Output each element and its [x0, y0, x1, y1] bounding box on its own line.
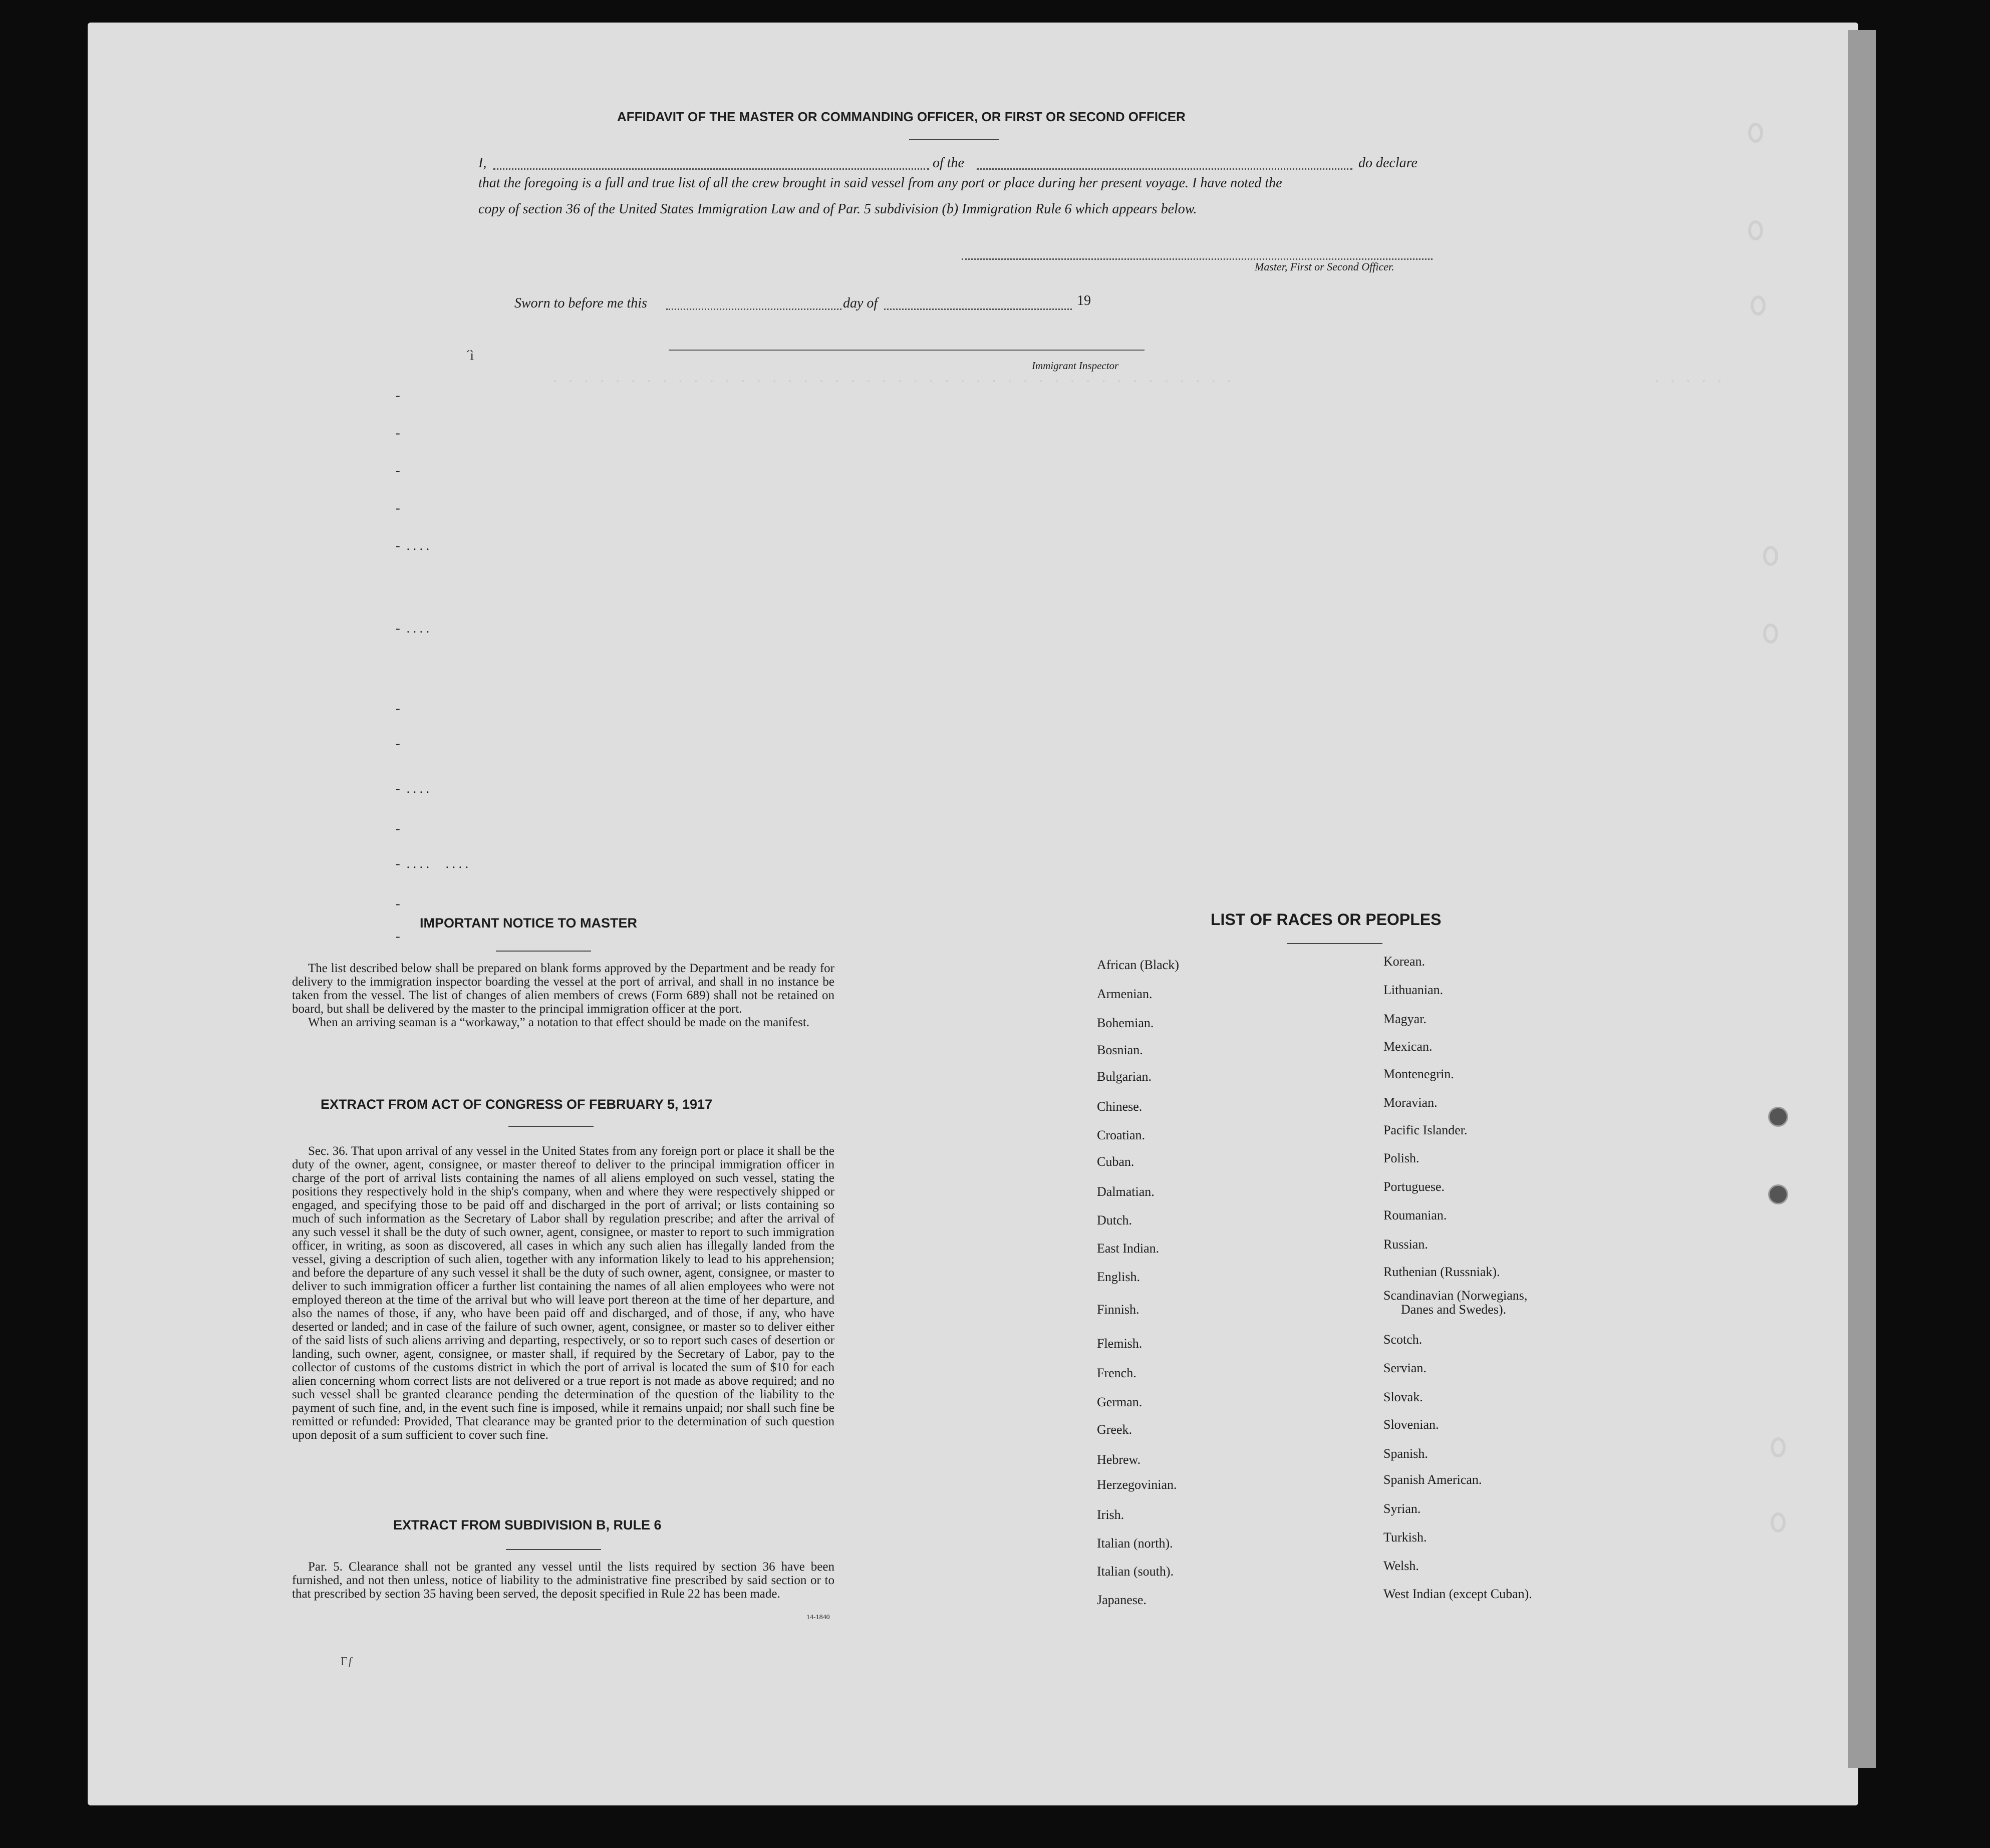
- race-item: Croatian.: [1097, 1128, 1146, 1142]
- race-item: Italian (north).: [1097, 1536, 1173, 1551]
- margin-dash: -: [396, 896, 400, 911]
- rule-extract-title: EXTRACT FROM SUBDIVISION B, RULE 6: [393, 1517, 662, 1532]
- race-item: Pacific Islander.: [1383, 1123, 1468, 1137]
- act-extract-title: EXTRACT FROM ACT OF CONGRESS OF FEBRUARY 5, 1917: [321, 1097, 713, 1112]
- rule-underline: [506, 1549, 601, 1550]
- race-item: Cuban.: [1097, 1154, 1134, 1169]
- binding-hole: [70, 864, 87, 884]
- margin-dash: -: [396, 426, 400, 440]
- race-item: Syrian.: [1383, 1501, 1421, 1516]
- sworn-day-blank[interactable]: [666, 309, 841, 310]
- races-title: LIST OF RACES OR PEOPLES: [1211, 910, 1442, 929]
- affidavit-line1-of-the: of the: [933, 155, 964, 171]
- notice-paragraph-1: The list described below shall be prepared on blank forms approved by the Department and be ready for delivery to the immigration inspector boarding the vessel at the port of arrival, and shall in no instance be taken from the vessel. The list of changes of alien members of crews (Form 689) shall not be retained on board, but shall be delivered by the master to the principal immigration officer at the port.: [292, 962, 834, 1016]
- race-item: Danes and Swedes).: [1401, 1302, 1507, 1317]
- margin-dash: -: [396, 388, 400, 403]
- race-item: Roumanian.: [1383, 1208, 1447, 1222]
- margin-dash: -: [396, 463, 400, 478]
- race-item: West Indian (except Cuban).: [1383, 1587, 1532, 1601]
- margin-mark: ´ì: [466, 348, 474, 363]
- race-item: Slovak.: [1383, 1390, 1423, 1404]
- race-item: Bohemian.: [1097, 1016, 1154, 1030]
- affidavit-line3: copy of section 36 of the United States Immigration Law and of Par. 5 subdivision (b) Immigration Rule 6 which appears below.: [478, 201, 1197, 217]
- title-underline: [909, 139, 999, 140]
- race-item: Turkish.: [1383, 1530, 1427, 1545]
- signature-blank[interactable]: [962, 258, 1433, 260]
- race-item: Bulgarian.: [1097, 1069, 1152, 1084]
- race-item: Armenian.: [1097, 987, 1153, 1001]
- notice-title: IMPORTANT NOTICE TO MASTER: [420, 915, 637, 931]
- act-underline: [508, 1126, 594, 1127]
- punch-hole: [1771, 1512, 1786, 1532]
- binding-hole: [70, 581, 87, 601]
- rule-extract-text: [292, 1560, 834, 1601]
- race-item: Japanese.: [1097, 1593, 1147, 1607]
- margin-dash: -: [396, 821, 400, 836]
- sworn-month-blank[interactable]: [884, 309, 1072, 310]
- act-section-36: Sec. 36. That upon arrival of any vessel in the United States from any foreign port or place it shall be the duty of the owner, agent, consignee, or master thereof to deliver to the principal immigration officer in charge of the port of arrival lists containing the names of all aliens employed on such vessel, stating the positions they respectively hold in the ship's company, when and where they were respectively shipped or engaged, and specifying those to be paid off and discharged in the port of arrival; or lists containing so much of such information as the Secretary of Labor shall by regulation prescribe; and after the arrival of any such vessel it shall be the duty of such owner, agent, consignee, or master to report to such immigration officer, in writing, as soon as discovered, all cases in which any such alien has illegally landed from the vessel, giving a description of such alien, together with any information likely to lead to his apprehension; and before the departure of any such vessel it shall be the duty of such owner, agent, consignee, or master to deliver to such immigration officer a further list containing the names of all alien employees who were not employed thereon at the time of the arrival but who will leave port thereon at the time of her departure, and also the names of those, if any, who have been paid off and discharged, and of those, if any, who have deserted or landed; and in case of the failure of such owner, agent, consignee, or master so to deliver either of the said lists of such aliens arriving and departing, respectively, or so to report such cases of desertion or landing, such owner, agent, consignee, or master shall, if required by the Secretary of Labor, pay to the collector of customs of the customs district in which the port of arrival is located the sum of $10 for each alien concerning whom correct lists are not delivered or a true report is not made as above required; and no such vessel shall be granted clearance pending the determination of the question of the liability to the payment of such fine, and, in the event such fine is imposed, while it remains unpaid; nor shall such fine be remitted or refunded: Provided, That clearance may be granted prior to the determination of such question upon deposit of a sum sufficient to cover such fine.: [292, 1144, 834, 1442]
- vessel-blank[interactable]: [977, 168, 1352, 170]
- race-item: Spanish American.: [1383, 1472, 1482, 1487]
- notice-text: [292, 962, 834, 1029]
- race-item: Italian (south).: [1097, 1564, 1174, 1579]
- race-item: Irish.: [1097, 1507, 1124, 1522]
- margin-dash: -: [396, 501, 400, 515]
- margin-dash: - . . . .: [396, 621, 430, 636]
- notice-underline: [496, 951, 591, 952]
- binding-hole: [70, 1417, 87, 1437]
- race-item: Scandinavian (Norwegians,: [1383, 1288, 1528, 1303]
- race-item: Moravian.: [1383, 1095, 1438, 1110]
- punch-hole: [1763, 624, 1778, 644]
- race-item: Montenegrin.: [1383, 1067, 1454, 1081]
- form-number: 14-1840: [806, 1614, 830, 1621]
- race-item: Mexican.: [1383, 1039, 1433, 1054]
- bottom-mark: Γƒ: [341, 1655, 354, 1668]
- signature-caption: Master, First or Second Officer.: [1255, 260, 1394, 273]
- race-item: French.: [1097, 1366, 1136, 1380]
- notice-paragraph-2: When an arriving seaman is a “workaway,” a notation to that effect should be made on the manifest.: [308, 1016, 810, 1029]
- race-item: Portuguese.: [1383, 1179, 1445, 1194]
- race-item: Welsh.: [1383, 1559, 1419, 1573]
- race-item: Chinese.: [1097, 1099, 1143, 1114]
- inspector-caption: Immigrant Inspector: [1032, 360, 1119, 372]
- race-item: Scotch.: [1383, 1332, 1423, 1347]
- underlying-page-edge: [1848, 30, 1876, 1768]
- binding-hole: [70, 1137, 87, 1157]
- form-page: [88, 23, 1858, 1805]
- binding-hole: [70, 305, 87, 326]
- race-item: Korean.: [1383, 954, 1426, 969]
- sworn-label: Sworn to before me this: [514, 295, 647, 311]
- day-of-label: day of: [843, 295, 878, 311]
- race-item: Ruthenian (Russniak).: [1383, 1265, 1500, 1279]
- race-item: Finnish.: [1097, 1302, 1140, 1317]
- rule-par-5: Par. 5. Clearance shall not be granted any vessel until the lists required by section 36 have been furnished, and not then unless, notice of liability to the administrative fine prescribed by said section or to that prescribed by section 35 having been served, the deposit specified in Rule 22 has been made.: [292, 1560, 834, 1601]
- year-prefix: 19: [1077, 293, 1091, 309]
- punch-hole: [1748, 220, 1763, 240]
- race-item: Magyar.: [1383, 1012, 1427, 1026]
- race-item: Lithuanian.: [1383, 983, 1444, 997]
- affidavit-line2: that the foregoing is a full and true list of all the crew brought in said vessel from any port or place during her present voyage. I have noted the: [478, 175, 1282, 191]
- race-item: Hebrew.: [1097, 1452, 1141, 1467]
- race-item: Spanish.: [1383, 1446, 1428, 1461]
- margin-dash: -: [396, 929, 400, 944]
- inspector-signature-line[interactable]: [669, 350, 1145, 351]
- punch-hole: [1751, 295, 1766, 316]
- punch-hole-dark: [1768, 1184, 1788, 1204]
- race-item: Herzegovinian.: [1097, 1477, 1177, 1492]
- margin-dash: -: [396, 701, 400, 716]
- race-item: Greek.: [1097, 1422, 1132, 1437]
- race-item: German.: [1097, 1395, 1143, 1409]
- punch-hole: [1748, 123, 1763, 143]
- margin-dash: - . . . .: [396, 538, 430, 553]
- affidavit-line1-i: I,: [478, 155, 487, 171]
- margin-dash: - . . . .: [396, 781, 430, 796]
- race-item: Bosnian.: [1097, 1043, 1143, 1057]
- race-item: Flemish.: [1097, 1336, 1143, 1351]
- name-blank[interactable]: [493, 168, 929, 170]
- race-item: Dutch.: [1097, 1213, 1132, 1227]
- punch-hole: [1763, 546, 1778, 566]
- race-item: Polish.: [1383, 1151, 1419, 1165]
- affidavit-title: AFFIDAVIT OF THE MASTER OR COMMANDING OFFICER, OR FIRST OR SECOND OFFICER: [617, 109, 1186, 124]
- race-item: Dalmatian.: [1097, 1184, 1155, 1199]
- affidavit-line1-declare: do declare: [1358, 155, 1417, 171]
- race-item: Servian.: [1383, 1361, 1427, 1375]
- race-item: English.: [1097, 1270, 1140, 1284]
- margin-dash: -: [396, 736, 400, 751]
- race-item: Russian.: [1383, 1237, 1428, 1252]
- margin-dash: - . . . . . . . .: [396, 856, 469, 871]
- bleed-through-text: . . . . . . . . . . . . . . . . . . . . . . . . . . . . . . . . . . . . . . . . . . . .: [551, 371, 1233, 386]
- bleed-through-text: . . . . .: [1653, 371, 1724, 386]
- races-underline: [1287, 943, 1382, 944]
- act-extract-text: [292, 1144, 834, 1442]
- race-item: East Indian.: [1097, 1241, 1160, 1256]
- punch-hole: [1771, 1437, 1786, 1457]
- race-item: Slovenian.: [1383, 1417, 1439, 1432]
- punch-hole-dark: [1768, 1107, 1788, 1127]
- race-item: African (Black): [1097, 958, 1179, 972]
